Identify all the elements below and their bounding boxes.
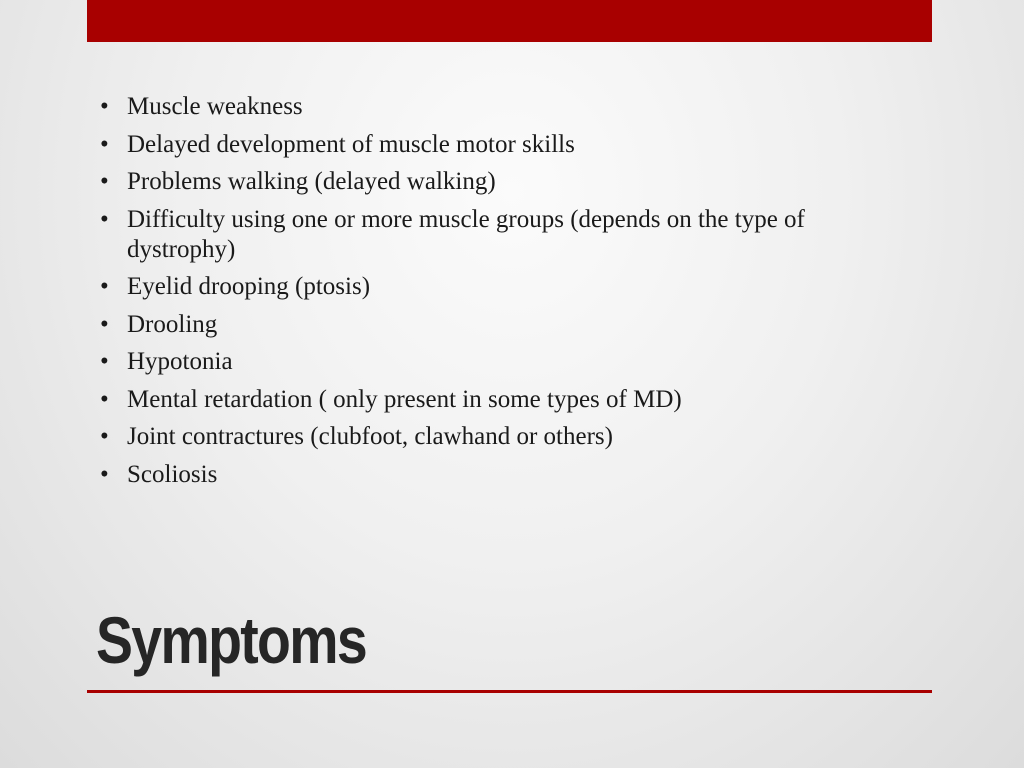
list-item [100,422,900,452]
slide-title: Symptoms [96,603,366,677]
top-accent-bar [87,0,932,42]
list-item [100,205,900,265]
title-underline-rule [87,690,932,693]
list-item-text: Problems walking (delayed walking) [127,168,496,195]
bullet-icon: • [100,423,109,450]
symptom-list [100,92,900,497]
bullet-icon: • [100,93,109,120]
bullet-icon: • [100,168,109,195]
list-item [100,385,900,415]
list-item [100,347,900,377]
bullet-icon: • [100,460,109,488]
list-item-text: Delayed development of muscle motor skills [127,130,575,158]
list-item [100,92,900,122]
list-item [100,310,900,340]
bullet-icon: • [100,273,109,300]
bullet-icon: • [100,385,109,413]
list-item-text: Eyelid drooping (ptosis) [127,273,371,300]
list-item-text: Muscle weakness [127,93,303,120]
bullet-icon: • [100,130,109,158]
list-item-text: Hypotonia [127,348,233,375]
list-item-text: Scoliosis [127,460,218,488]
list-item-text: Drooling [127,310,218,338]
list-item [100,272,900,302]
list-item-text: Joint contractures (clubfoot, clawhand or others) [127,423,613,450]
list-item [100,167,900,197]
bullet-icon: • [100,348,109,375]
list-item [100,130,900,160]
bullet-icon: • [100,310,109,338]
list-item [100,460,900,490]
list-item-text: Mental retardation ( only present in some types of MD) [127,385,682,413]
list-item-text: Difficulty using one or more muscle groups (depends on the type of dystrophy) [127,205,805,263]
bullet-icon: • [100,205,109,233]
